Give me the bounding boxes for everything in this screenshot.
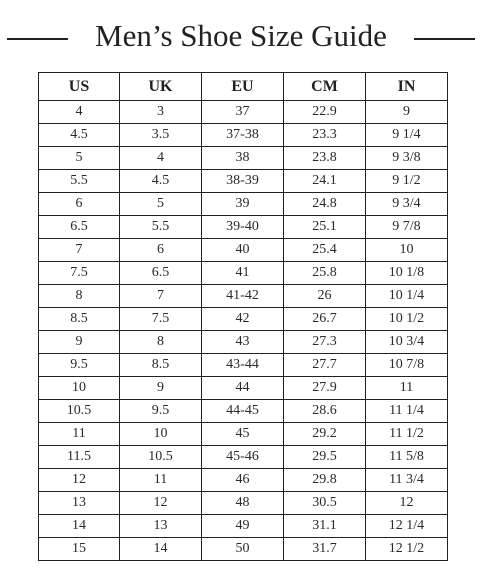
column-header-eu: EU	[202, 73, 284, 101]
table-row	[39, 492, 448, 515]
cell-cm: 27.3	[284, 331, 366, 354]
table-row	[39, 285, 448, 308]
table-header-row	[39, 73, 448, 101]
cell-in: 9	[366, 101, 448, 124]
cell-us: 10	[39, 377, 120, 400]
cell-uk: 10	[120, 423, 202, 446]
table-row	[39, 400, 448, 423]
cell-in: 12	[366, 492, 448, 515]
cell-us: 6.5	[39, 216, 120, 239]
column-header-us: US	[39, 73, 120, 101]
cell-eu: 40	[202, 239, 284, 262]
cell-eu: 43-44	[202, 354, 284, 377]
table-row	[39, 239, 448, 262]
table-row	[39, 446, 448, 469]
cell-us: 8	[39, 285, 120, 308]
cell-us: 15	[39, 538, 120, 561]
cell-us: 9.5	[39, 354, 120, 377]
cell-cm: 27.7	[284, 354, 366, 377]
cell-us: 11.5	[39, 446, 120, 469]
cell-in: 11 5/8	[366, 446, 448, 469]
cell-eu: 48	[202, 492, 284, 515]
cell-eu: 41	[202, 262, 284, 285]
table-row	[39, 354, 448, 377]
table-row	[39, 377, 448, 400]
cell-uk: 13	[120, 515, 202, 538]
cell-cm: 22.9	[284, 101, 366, 124]
cell-eu: 45-46	[202, 446, 284, 469]
cell-uk: 11	[120, 469, 202, 492]
cell-in: 10	[366, 239, 448, 262]
title-left-rule	[7, 38, 68, 40]
cell-cm: 24.8	[284, 193, 366, 216]
cell-uk: 12	[120, 492, 202, 515]
cell-in: 11 1/2	[366, 423, 448, 446]
cell-in: 9 1/2	[366, 170, 448, 193]
table-row	[39, 124, 448, 147]
cell-cm: 31.7	[284, 538, 366, 561]
cell-in: 12 1/4	[366, 515, 448, 538]
cell-uk: 7	[120, 285, 202, 308]
cell-cm: 23.3	[284, 124, 366, 147]
cell-in: 10 3/4	[366, 331, 448, 354]
cell-eu: 39	[202, 193, 284, 216]
cell-uk: 8.5	[120, 354, 202, 377]
cell-uk: 4.5	[120, 170, 202, 193]
cell-uk: 9.5	[120, 400, 202, 423]
cell-uk: 14	[120, 538, 202, 561]
cell-cm: 28.6	[284, 400, 366, 423]
size-table-container	[38, 72, 444, 561]
cell-cm: 29.2	[284, 423, 366, 446]
cell-cm: 31.1	[284, 515, 366, 538]
cell-us: 13	[39, 492, 120, 515]
cell-eu: 37-38	[202, 124, 284, 147]
cell-us: 12	[39, 469, 120, 492]
cell-us: 7	[39, 239, 120, 262]
title-right-rule	[414, 38, 475, 40]
cell-us: 4.5	[39, 124, 120, 147]
cell-cm: 26	[284, 285, 366, 308]
table-row	[39, 193, 448, 216]
cell-us: 8.5	[39, 308, 120, 331]
table-row	[39, 101, 448, 124]
cell-uk: 6.5	[120, 262, 202, 285]
cell-eu: 42	[202, 308, 284, 331]
cell-cm: 23.8	[284, 147, 366, 170]
cell-eu: 38	[202, 147, 284, 170]
table-row	[39, 423, 448, 446]
cell-in: 10 1/4	[366, 285, 448, 308]
cell-cm: 24.1	[284, 170, 366, 193]
cell-us: 11	[39, 423, 120, 446]
cell-cm: 25.4	[284, 239, 366, 262]
size-table	[38, 72, 448, 561]
cell-us: 4	[39, 101, 120, 124]
cell-in: 11 3/4	[366, 469, 448, 492]
cell-eu: 43	[202, 331, 284, 354]
cell-eu: 45	[202, 423, 284, 446]
table-row	[39, 469, 448, 492]
cell-cm: 27.9	[284, 377, 366, 400]
cell-eu: 46	[202, 469, 284, 492]
cell-eu: 39-40	[202, 216, 284, 239]
table-row	[39, 170, 448, 193]
table-row	[39, 147, 448, 170]
cell-us: 6	[39, 193, 120, 216]
column-header-cm: CM	[284, 73, 366, 101]
cell-eu: 50	[202, 538, 284, 561]
cell-cm: 25.8	[284, 262, 366, 285]
cell-eu: 44-45	[202, 400, 284, 423]
table-row	[39, 515, 448, 538]
cell-cm: 29.8	[284, 469, 366, 492]
cell-cm: 29.5	[284, 446, 366, 469]
cell-eu: 44	[202, 377, 284, 400]
cell-in: 10 1/8	[366, 262, 448, 285]
table-body	[39, 101, 448, 561]
cell-us: 7.5	[39, 262, 120, 285]
cell-in: 9 3/8	[366, 147, 448, 170]
cell-us: 5.5	[39, 170, 120, 193]
cell-cm: 30.5	[284, 492, 366, 515]
cell-in: 11 1/4	[366, 400, 448, 423]
cell-cm: 26.7	[284, 308, 366, 331]
cell-in: 10 1/2	[366, 308, 448, 331]
cell-cm: 25.1	[284, 216, 366, 239]
cell-eu: 41-42	[202, 285, 284, 308]
cell-in: 9 1/4	[366, 124, 448, 147]
table-row	[39, 331, 448, 354]
cell-uk: 5	[120, 193, 202, 216]
cell-uk: 6	[120, 239, 202, 262]
cell-us: 9	[39, 331, 120, 354]
cell-us: 10.5	[39, 400, 120, 423]
cell-uk: 7.5	[120, 308, 202, 331]
cell-in: 12 1/2	[366, 538, 448, 561]
cell-eu: 37	[202, 101, 284, 124]
table-row	[39, 538, 448, 561]
table-row	[39, 308, 448, 331]
cell-in: 11	[366, 377, 448, 400]
cell-eu: 49	[202, 515, 284, 538]
cell-in: 9 7/8	[366, 216, 448, 239]
column-header-in: IN	[366, 73, 448, 101]
cell-us: 14	[39, 515, 120, 538]
table-row	[39, 262, 448, 285]
cell-uk: 4	[120, 147, 202, 170]
cell-eu: 38-39	[202, 170, 284, 193]
cell-uk: 10.5	[120, 446, 202, 469]
table-row	[39, 216, 448, 239]
cell-in: 9 3/4	[366, 193, 448, 216]
cell-uk: 8	[120, 331, 202, 354]
cell-us: 5	[39, 147, 120, 170]
title-row	[0, 14, 482, 58]
page-title: Men’s Shoe Size Guide	[95, 18, 387, 53]
cell-uk: 3	[120, 101, 202, 124]
cell-in: 10 7/8	[366, 354, 448, 377]
cell-uk: 5.5	[120, 216, 202, 239]
cell-uk: 3.5	[120, 124, 202, 147]
column-header-uk: UK	[120, 73, 202, 101]
cell-uk: 9	[120, 377, 202, 400]
